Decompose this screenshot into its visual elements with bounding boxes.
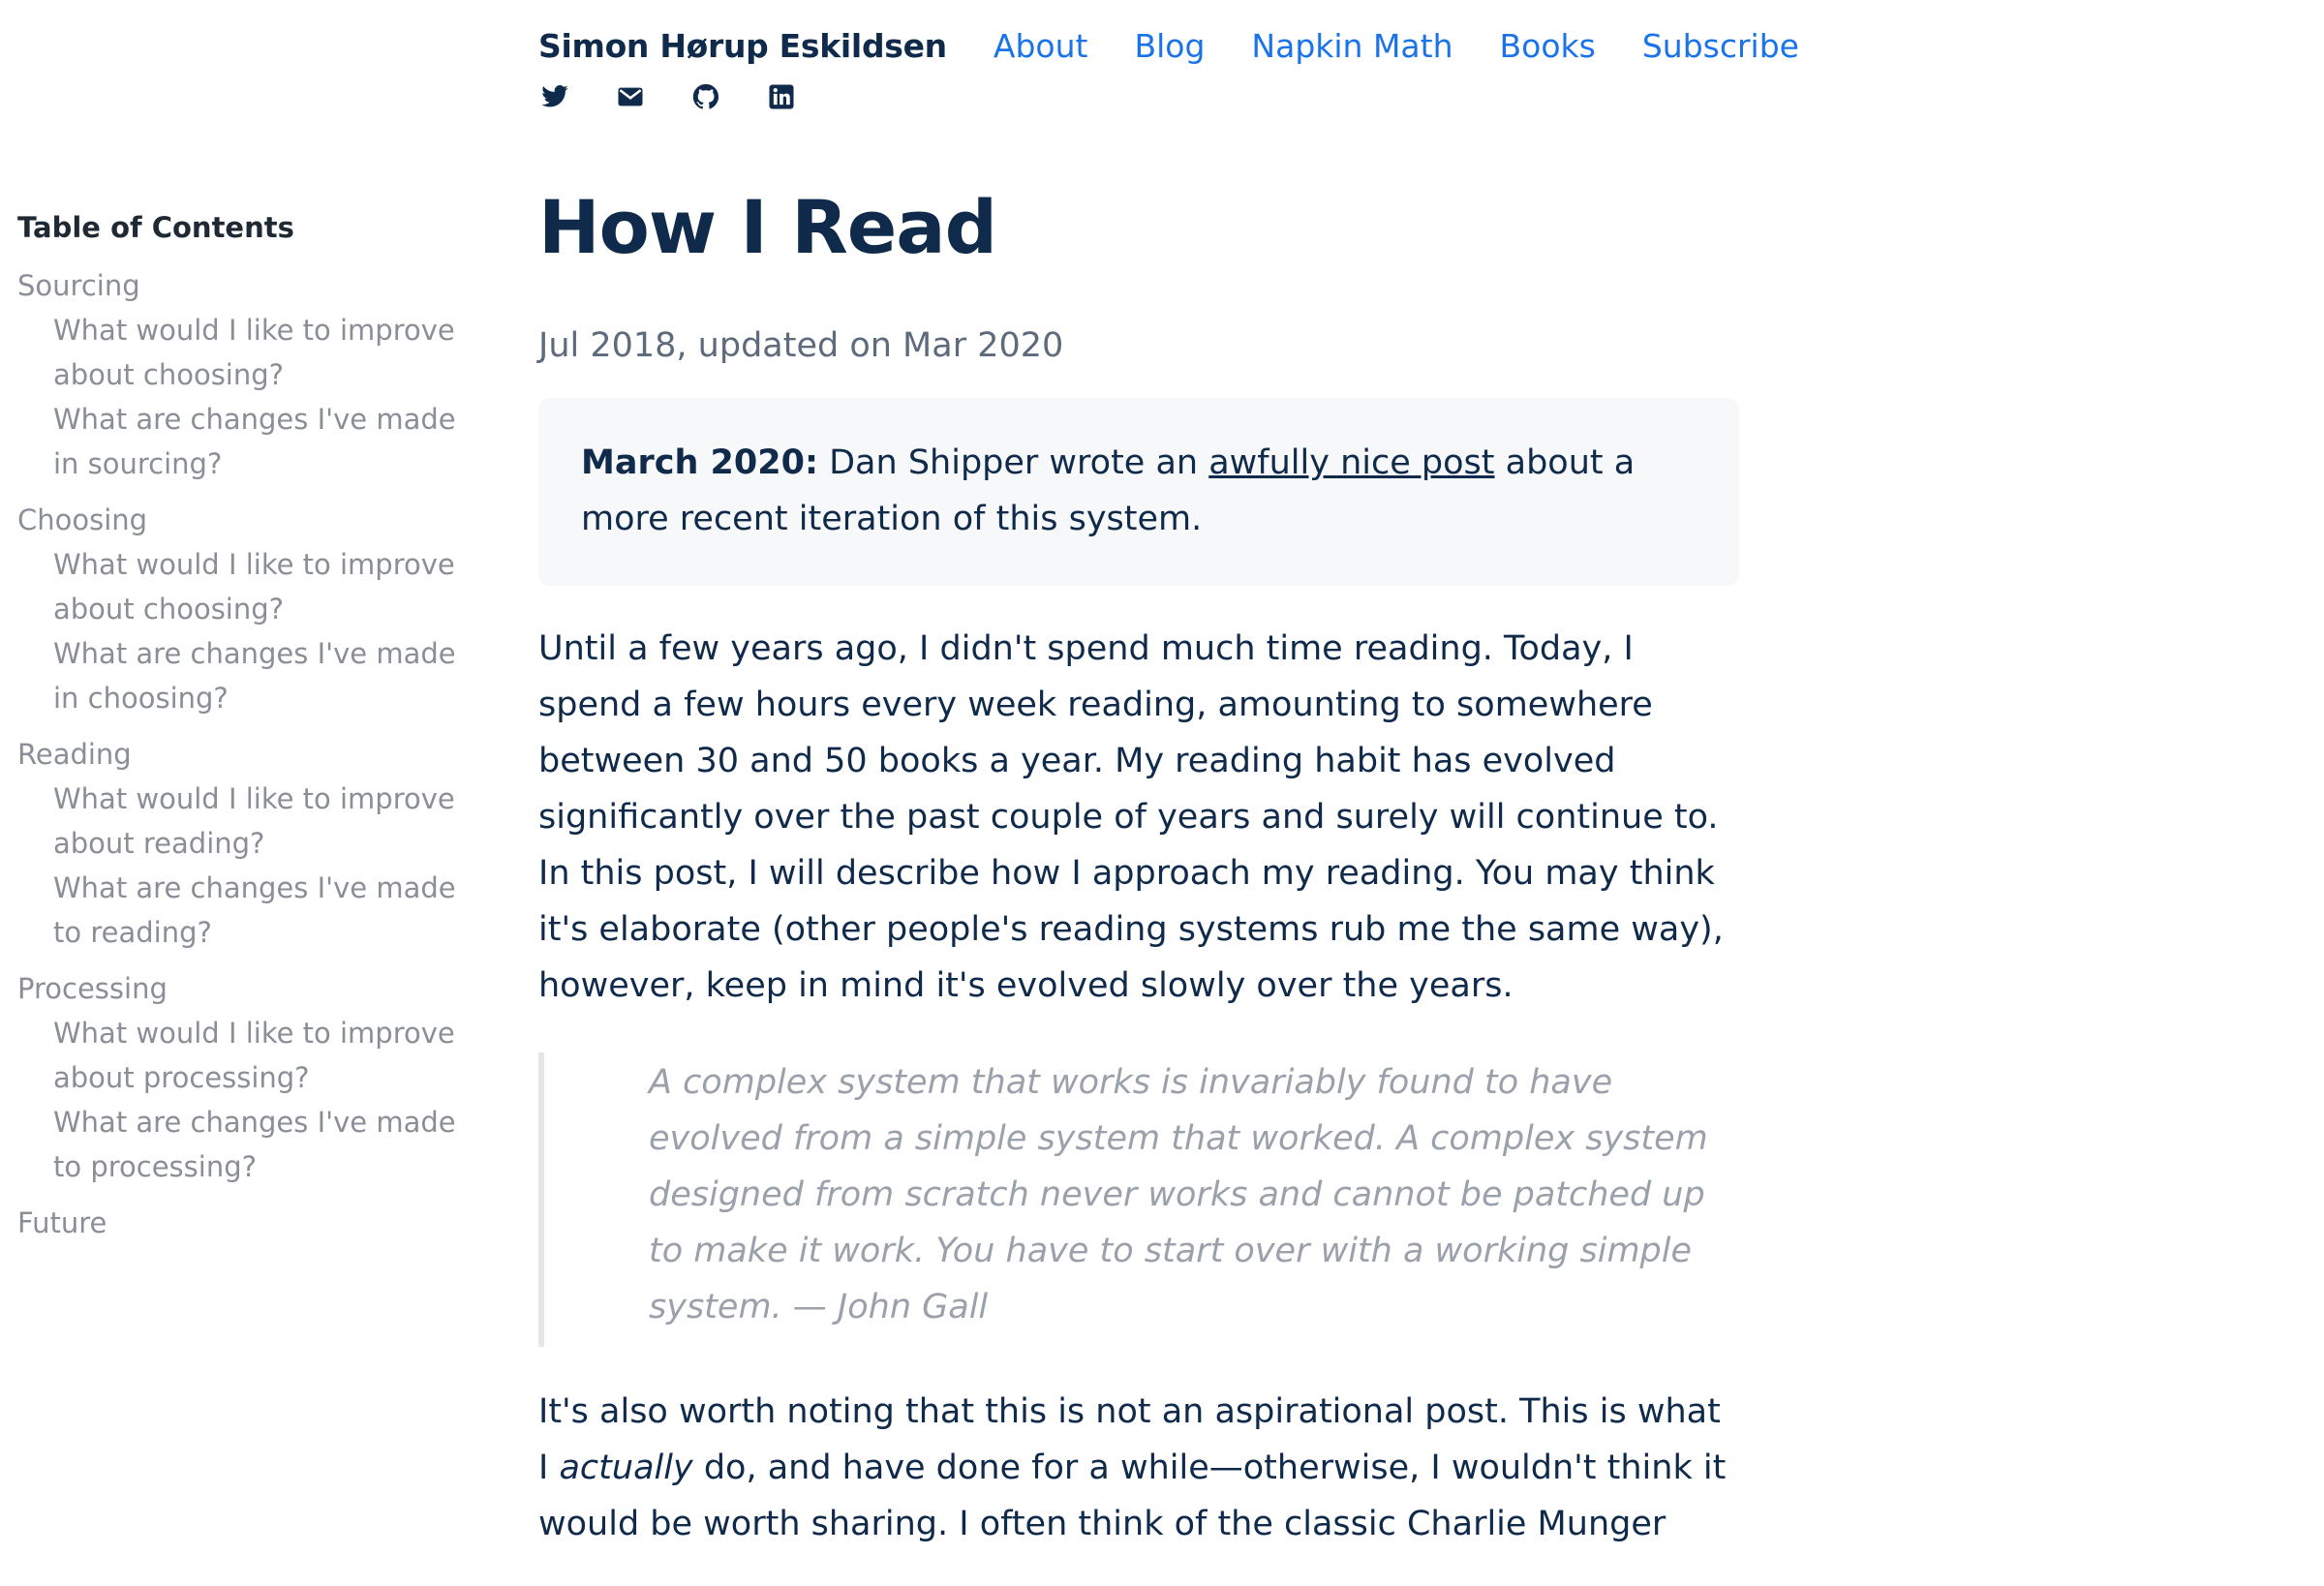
toc-item-processing-improve[interactable]: What would I like to improve about processing? <box>53 1017 455 1094</box>
email-icon[interactable] <box>616 82 645 111</box>
toc-section-reading[interactable]: Reading <box>17 738 132 771</box>
callout-text-before: Dan Shipper wrote an <box>829 443 1199 482</box>
site-name-link[interactable]: Simon Hørup Eskildsen <box>538 27 947 65</box>
toc-section-choosing[interactable]: Choosing <box>17 503 148 536</box>
social-links <box>540 82 1739 111</box>
toc-section-sourcing[interactable]: Sourcing <box>17 269 140 302</box>
post-date: Jul 2018, updated on Mar 2020 <box>538 326 1064 365</box>
awfully-nice-post-link[interactable]: awfully nice post <box>1208 443 1495 482</box>
nav-subscribe-link[interactable]: Subscribe <box>1641 27 1799 65</box>
toc-section-processing[interactable]: Processing <box>17 972 168 1005</box>
toc-title: Table of Contents <box>17 211 294 244</box>
second-paragraph <box>538 1384 1739 1552</box>
nav-books-link[interactable]: Books <box>1499 27 1596 65</box>
twitter-icon[interactable] <box>540 82 569 111</box>
toc-item-sourcing-changes[interactable]: What are changes I've made in sourcing? <box>53 403 456 480</box>
table-of-contents <box>17 211 473 1245</box>
toc-item-choosing-changes[interactable]: What are changes I've made in choosing? <box>53 637 456 715</box>
nav-blog-link[interactable]: Blog <box>1134 27 1206 65</box>
nav-napkin-math-link[interactable]: Napkin Math <box>1251 27 1453 65</box>
update-callout <box>538 398 1739 586</box>
toc-item-processing-changes[interactable]: What are changes I've made to processing? <box>53 1106 456 1183</box>
toc-section-future[interactable]: Future <box>17 1206 107 1239</box>
toc-item-reading-improve[interactable]: What would I like to improve about reading? <box>53 782 455 860</box>
toc-item-reading-changes[interactable]: What are changes I've made to reading? <box>53 871 456 949</box>
second-paragraph-before: It's also worth noting that this is not an aspirational post. This is what I <box>538 1392 1721 1487</box>
john-gall-quote: A complex system that works is invariably found to have evolved from a simple system that worked. A complex system designed from scratch never works and cannot be patched up to make it work. You have to start over with a working simple system. — John Gall <box>538 1052 1739 1347</box>
toc-item-sourcing-improve[interactable]: What would I like to improve about choosing? <box>53 314 455 391</box>
toc-item-choosing-improve[interactable]: What would I like to improve about choosing? <box>53 548 455 625</box>
second-paragraph-after: do, and have done for a while—otherwise, I wouldn't think it would be worth sharing. I often think of the classic Charlie Munger <box>538 1449 1727 1543</box>
intro-paragraph: Until a few years ago, I didn't spend much time reading. Today, I spend a few hours every week reading, amounting to somewhere between 30 and 50 books a year. My reading habit has evolved significantly over the past couple of years and surely will continue to. In this post, I will describe how I approach my reading. You may think it's elaborate (other people's reading systems rub me the same way), however, keep in mind it's evolved slowly over the years. <box>538 629 1724 1005</box>
site-header <box>538 27 1799 111</box>
article <box>538 184 1739 1586</box>
page-title: How I Read <box>538 184 996 270</box>
callout-text-after: about a more recent iteration of this system. <box>581 443 1636 538</box>
linkedin-icon[interactable] <box>767 82 796 111</box>
callout-label: March 2020: <box>581 443 818 482</box>
nav-about-link[interactable]: About <box>993 27 1088 65</box>
header-nav-row <box>538 27 1799 65</box>
second-paragraph-emphasis: actually <box>559 1449 693 1487</box>
github-icon[interactable] <box>691 82 720 111</box>
